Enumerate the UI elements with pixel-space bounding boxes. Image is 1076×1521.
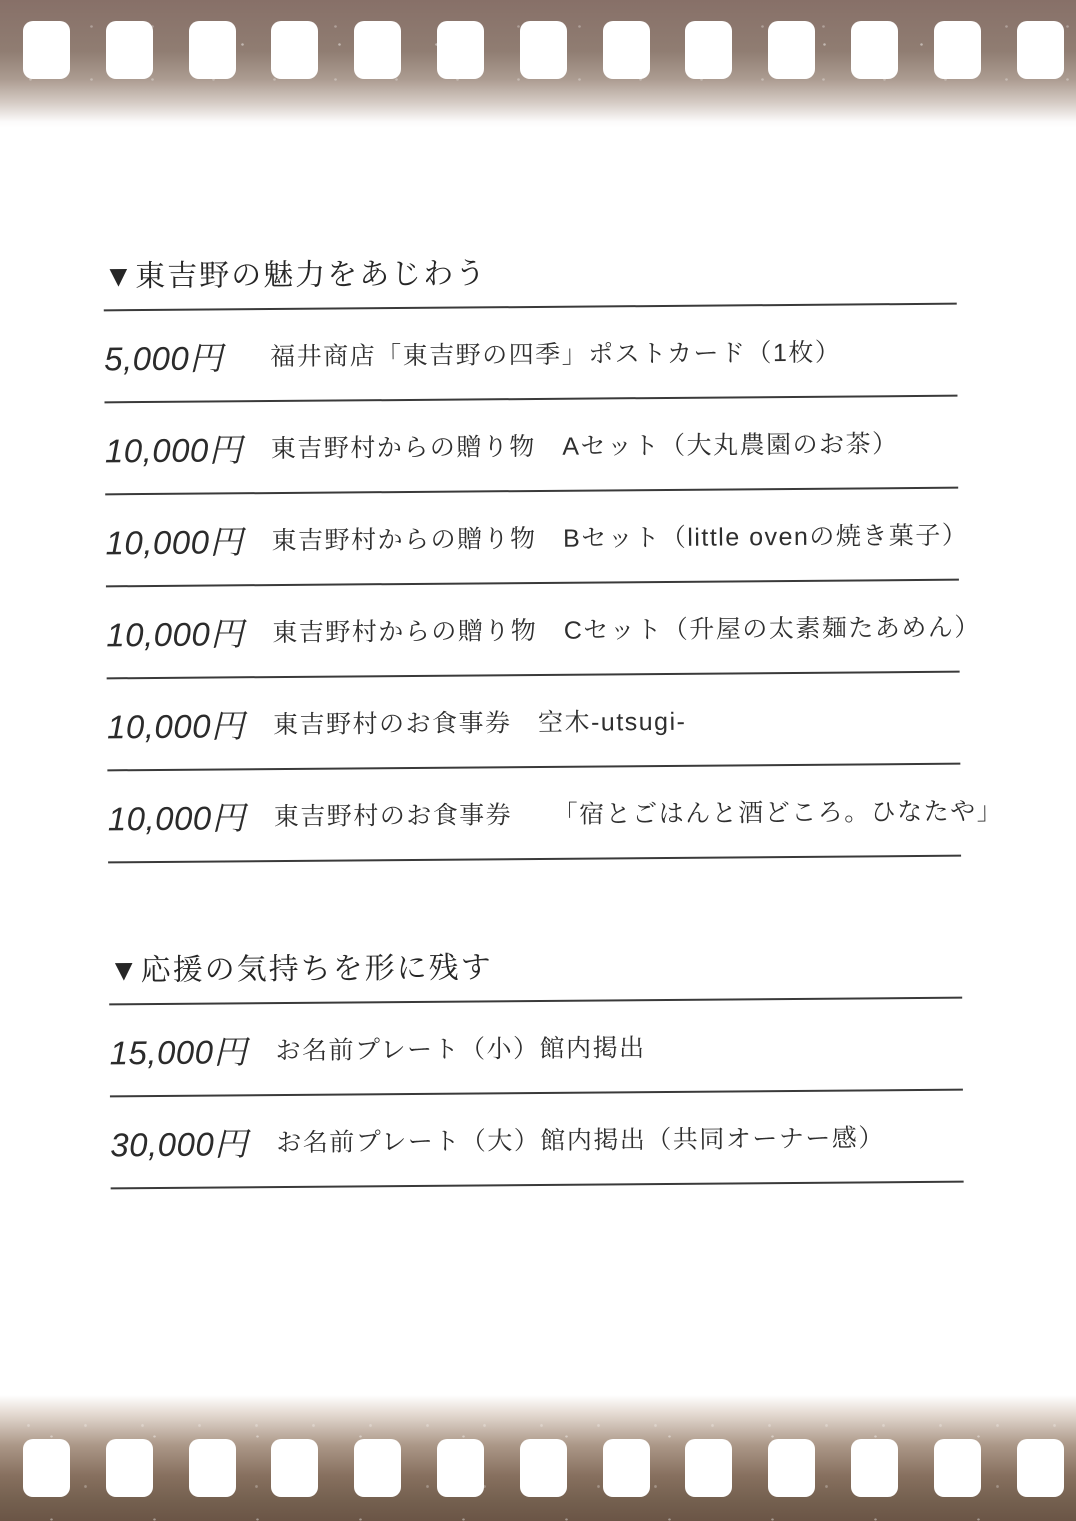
film-hole — [1017, 1439, 1064, 1497]
reward-row — [109, 999, 963, 1098]
reward-description: 東吉野村からの贈り物 Aセット（大丸農園のお茶） — [270, 430, 899, 464]
film-hole — [23, 21, 70, 79]
film-hole — [520, 1439, 567, 1497]
reward-price: 10,000円 — [107, 798, 246, 837]
film-hole — [189, 21, 236, 79]
film-hole — [768, 21, 815, 79]
film-hole — [851, 1439, 898, 1497]
film-hole — [934, 21, 981, 79]
film-hole — [520, 21, 567, 79]
reward-description: 東吉野村からの贈り物 Cセット（升屋の太素麺たあめん） — [272, 613, 981, 648]
film-strip-bottom — [0, 1395, 1076, 1521]
reward-price: 10,000円 — [105, 522, 244, 561]
film-hole — [106, 21, 153, 79]
reward-row — [107, 673, 961, 772]
reward-description: 東吉野村のお食事券 「宿とごはんと酒どころ。ひなたや」 — [273, 797, 1004, 832]
section-title: ▼東吉野の魅力をあじわう — [103, 251, 956, 312]
film-hole — [851, 21, 898, 79]
reward-description: 福井商店「東吉野の四季」ポストカード（1枚） — [270, 338, 842, 372]
section-title: ▼応援の気持ちを形に残す — [109, 945, 962, 1006]
film-strip-top — [0, 0, 1076, 128]
reward-description: お名前プレート（小）館内掲出 — [275, 1034, 646, 1066]
film-hole — [768, 1439, 815, 1497]
film-hole — [685, 21, 732, 79]
reward-row — [107, 765, 1004, 864]
reward-price: 5,000円 — [104, 338, 223, 377]
reward-price: 15,000円 — [109, 1032, 248, 1071]
film-hole — [189, 1439, 236, 1497]
reward-list — [103, 251, 1004, 1190]
reward-price: 10,000円 — [106, 706, 245, 745]
film-hole — [437, 1439, 484, 1497]
reward-price: 10,000円 — [106, 614, 244, 653]
reward-price: 30,000円 — [110, 1124, 248, 1163]
film-hole — [23, 1439, 70, 1497]
film-hole — [106, 1439, 153, 1497]
film-hole — [271, 21, 318, 79]
reward-price: 10,000円 — [104, 430, 243, 469]
section-taste — [103, 251, 1004, 864]
reward-row — [104, 305, 958, 404]
reward-description: 東吉野村からの贈り物 Bセット（little ovenの焼き菓子） — [271, 521, 969, 556]
reward-description: お名前プレート（大）館内掲出（共同オーナー感） — [276, 1124, 885, 1158]
reward-row — [106, 581, 981, 680]
film-hole — [603, 1439, 650, 1497]
film-hole — [437, 21, 484, 79]
reward-row — [104, 397, 958, 496]
reward-description: 東吉野村のお食事券 空木-utsugi- — [272, 707, 687, 740]
reward-row — [110, 1091, 964, 1190]
reward-row — [105, 489, 969, 588]
film-hole — [1017, 21, 1064, 79]
section-support — [109, 945, 964, 1190]
film-hole — [685, 1439, 732, 1497]
film-hole — [271, 1439, 318, 1497]
film-hole — [354, 21, 401, 79]
film-hole — [354, 1439, 401, 1497]
film-hole — [934, 1439, 981, 1497]
film-hole — [603, 21, 650, 79]
